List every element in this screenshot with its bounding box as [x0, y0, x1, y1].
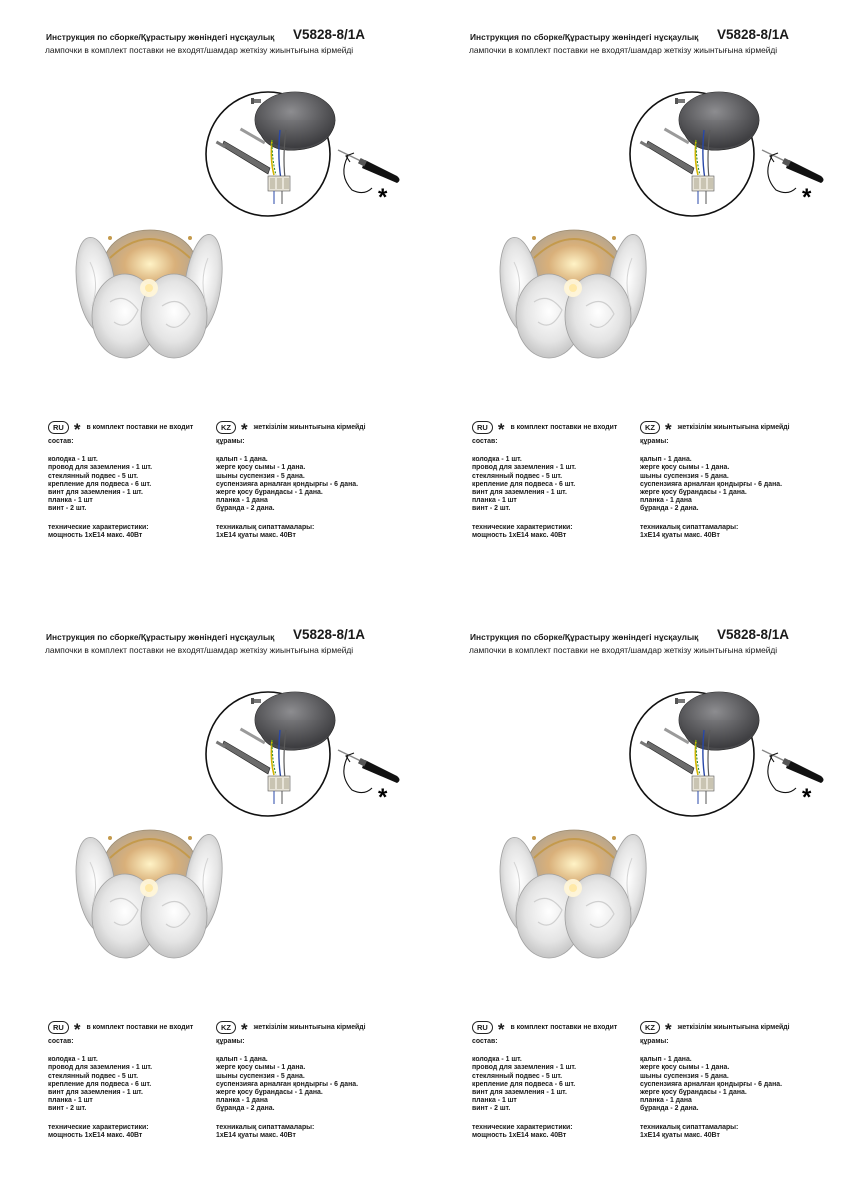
- card-subtitle: лампочки в комплект поставки не входят/шамдар жеткізу жиынтығына кірмейді: [45, 645, 354, 655]
- kz-specs-title: техникалық сипаттамалары:: [640, 523, 739, 531]
- ru-part-item: стеклянный подвес - 5 шт.: [48, 1072, 138, 1080]
- kz-part-item: жерге қосу бұрандасы - 1 дана.: [640, 489, 747, 497]
- kz-part-item: шыны суспензия - 5 дана.: [216, 472, 305, 480]
- card-title: Инструкция по сборке/Құрастыру жөніндегі нұсқаулық: [46, 32, 275, 42]
- terminal-block: [692, 776, 714, 791]
- diagram-asterisk: *: [802, 184, 812, 211]
- ru-part-item: провод для заземления - 1 шт.: [48, 1064, 153, 1072]
- kz-asterisk: *: [241, 1020, 248, 1039]
- ru-asterisk: *: [497, 420, 505, 439]
- ru-section: [472, 1020, 642, 1140]
- assembly-diagram: [626, 680, 834, 830]
- product-code: V5828-8/1A: [293, 27, 366, 42]
- kz-composition-title: құрамы:: [216, 1038, 245, 1045]
- instruction-card: [0, 600, 424, 1200]
- diagram-asterisk: *: [378, 784, 388, 811]
- kz-part-item: бұранда - 2 дана.: [640, 1105, 699, 1113]
- ru-composition-title: состав:: [48, 438, 74, 445]
- kz-part-item: жерге қосу сымы - 1 дана.: [216, 1064, 306, 1072]
- lamp-illustration: [70, 822, 230, 960]
- ru-note: в комплект поставки не входит: [510, 423, 618, 431]
- ru-specs-title: технические характеристики:: [472, 523, 573, 531]
- diagram-asterisk: *: [802, 784, 812, 811]
- ru-asterisk: *: [73, 420, 81, 439]
- ru-specs-title: технические характеристики:: [472, 1123, 573, 1131]
- kz-part-item: жерге қосу сымы - 1 дана.: [640, 1064, 730, 1072]
- ru-asterisk: *: [73, 1020, 81, 1039]
- ru-composition-title: состав:: [48, 1038, 74, 1045]
- ru-composition-title: состав:: [472, 1038, 498, 1045]
- ru-badge: RU: [48, 421, 69, 434]
- kz-part-item: жерге қосу сымы - 1 дана.: [216, 464, 306, 472]
- kz-parts-list: [640, 456, 840, 513]
- kz-part-item: суспензияға арналған қондырғы - 6 дана.: [216, 1080, 358, 1088]
- ru-part-item: винт для заземления - 1 шт.: [472, 489, 567, 497]
- diagram-asterisk: *: [378, 184, 388, 211]
- screwdriver-icon: [338, 750, 400, 783]
- kz-section: [216, 420, 416, 540]
- terminal-block: [692, 176, 714, 191]
- ru-badge: RU: [48, 1021, 69, 1034]
- ru-part-item: крепление для подвеса - 6 шт.: [472, 480, 576, 488]
- kz-part-item: жерге қосу бұрандасы - 1 дана.: [216, 1089, 323, 1097]
- ru-part-item: винт - 2 шт.: [472, 505, 511, 513]
- ru-part-item: колодка - 1 шт.: [472, 1056, 522, 1064]
- ru-specs: мощность 1хЕ14 макс. 40Вт: [472, 531, 567, 539]
- ru-specs-title: технические характеристики:: [48, 1123, 149, 1131]
- kz-part-item: бұранда - 2 дана.: [640, 505, 699, 513]
- ru-parts-list: [48, 456, 218, 513]
- instruction-card: [424, 0, 848, 600]
- ru-composition-title: состав:: [472, 438, 498, 445]
- ru-part-item: планка - 1 шт: [48, 497, 93, 505]
- ru-parts-list: [472, 1056, 642, 1113]
- kz-part-item: жерге қосу бұрандасы - 1 дана.: [640, 1089, 747, 1097]
- kz-part-item: планка - 1 дана: [640, 1097, 692, 1105]
- ru-part-item: планка - 1 шт: [48, 1097, 93, 1105]
- ru-section: [48, 420, 218, 540]
- ru-part-item: колодка - 1 шт.: [472, 456, 522, 464]
- kz-asterisk: *: [665, 1020, 672, 1039]
- ru-badge: RU: [472, 1021, 493, 1034]
- kz-part-item: суспензияға арналған қондырғы - 6 дана.: [640, 1080, 782, 1088]
- instruction-card: [424, 600, 848, 1200]
- kz-specs: 1хЕ14 қуаты макс. 40Вт: [640, 531, 720, 539]
- kz-specs-title: техникалық сипаттамалары:: [216, 1123, 315, 1131]
- ru-specs: мощность 1хЕ14 макс. 40Вт: [472, 1131, 567, 1139]
- card-subtitle: лампочки в комплект поставки не входят/шамдар жеткізу жиынтығына кірмейді: [45, 45, 354, 55]
- ru-part-item: винт - 2 шт.: [472, 1105, 511, 1113]
- kz-composition-title: құрамы:: [640, 438, 669, 445]
- ru-part-item: колодка - 1 шт.: [48, 1056, 98, 1064]
- kz-parts-list: [216, 456, 416, 513]
- ru-part-item: крепление для подвеса - 6 шт.: [48, 1080, 152, 1088]
- kz-parts-list: [216, 1056, 416, 1113]
- ru-part-item: крепление для подвеса - 6 шт.: [472, 1080, 576, 1088]
- kz-note: жеткізілім жиынтығына кірмейді: [677, 423, 790, 431]
- card-title: Инструкция по сборке/Құрастыру жөніндегі нұсқаулық: [46, 632, 275, 642]
- kz-part-item: суспензияға арналған қондырғы - 6 дана.: [216, 480, 358, 488]
- kz-part-item: шыны суспензия - 5 дана.: [640, 472, 729, 480]
- ru-part-item: провод для заземления - 1 шт.: [472, 1064, 577, 1072]
- ru-section: [48, 1020, 218, 1140]
- kz-part-item: қалып - 1 дана.: [216, 456, 268, 464]
- kz-badge: KZ: [640, 1021, 660, 1034]
- ru-part-item: винт для заземления - 1 шт.: [48, 1089, 143, 1097]
- lamp-illustration: [70, 222, 230, 360]
- kz-section: [640, 420, 840, 540]
- kz-part-item: планка - 1 дана: [640, 497, 692, 505]
- kz-specs: 1хЕ14 қуаты макс. 40Вт: [216, 531, 296, 539]
- kz-asterisk: *: [241, 420, 248, 439]
- kz-note: жеткізілім жиынтығына кірмейді: [253, 423, 366, 431]
- ru-part-item: планка - 1 шт: [472, 1097, 517, 1105]
- kz-specs: 1хЕ14 қуаты макс. 40Вт: [640, 1131, 720, 1139]
- ru-part-item: винт для заземления - 1 шт.: [472, 1089, 567, 1097]
- kz-part-item: жерге қосу сымы - 1 дана.: [640, 464, 730, 472]
- ru-part-item: планка - 1 шт: [472, 497, 517, 505]
- kz-section: [640, 1020, 840, 1140]
- kz-part-item: бұранда - 2 дана.: [216, 1105, 275, 1113]
- screwdriver-icon: [338, 150, 400, 183]
- card-subtitle: лампочки в комплект поставки не входят/шамдар жеткізу жиынтығына кірмейді: [469, 45, 778, 55]
- kz-part-item: планка - 1 дана: [216, 1097, 268, 1105]
- ru-part-item: стеклянный подвес - 5 шт.: [472, 1072, 562, 1080]
- kz-composition-title: құрамы:: [216, 438, 245, 445]
- ru-asterisk: *: [497, 1020, 505, 1039]
- kz-part-item: қалып - 1 дана.: [216, 1056, 268, 1064]
- kz-part-item: жерге қосу бұрандасы - 1 дана.: [216, 489, 323, 497]
- kz-section: [216, 1020, 416, 1140]
- kz-part-item: қалып - 1 дана.: [640, 456, 692, 464]
- ru-part-item: стеклянный подвес - 5 шт.: [48, 472, 138, 480]
- assembly-diagram: [202, 680, 410, 830]
- kz-specs: 1хЕ14 қуаты макс. 40Вт: [216, 1131, 296, 1139]
- kz-specs-title: техникалық сипаттамалары:: [216, 523, 315, 531]
- ru-part-item: винт для заземления - 1 шт.: [48, 489, 143, 497]
- kz-badge: KZ: [216, 1021, 236, 1034]
- terminal-block: [268, 776, 290, 791]
- kz-part-item: шыны суспензия - 5 дана.: [640, 1072, 729, 1080]
- screwdriver-icon: [762, 150, 824, 183]
- kz-badge: KZ: [640, 421, 660, 434]
- kz-part-item: бұранда - 2 дана.: [216, 505, 275, 513]
- ru-part-item: провод для заземления - 1 шт.: [48, 464, 153, 472]
- screwdriver-icon: [762, 750, 824, 783]
- assembly-diagram: [626, 80, 834, 230]
- terminal-block: [268, 176, 290, 191]
- ru-note: в комплект поставки не входит: [510, 1023, 618, 1031]
- kz-part-item: суспензияға арналған қондырғы - 6 дана.: [640, 480, 782, 488]
- kz-note: жеткізілім жиынтығына кірмейді: [677, 1023, 790, 1031]
- ru-note: в комплект поставки не входит: [86, 1023, 194, 1031]
- ru-parts-list: [472, 456, 642, 513]
- ru-part-item: винт - 2 шт.: [48, 505, 87, 513]
- kz-part-item: қалып - 1 дана.: [640, 1056, 692, 1064]
- kz-note: жеткізілім жиынтығына кірмейді: [253, 1023, 366, 1031]
- kz-asterisk: *: [665, 420, 672, 439]
- assembly-diagram: [202, 80, 410, 230]
- ru-section: [472, 420, 642, 540]
- ru-part-item: колодка - 1 шт.: [48, 456, 98, 464]
- ru-specs-title: технические характеристики:: [48, 523, 149, 531]
- kz-badge: KZ: [216, 421, 236, 434]
- instruction-card: [0, 0, 424, 600]
- product-code: V5828-8/1A: [717, 627, 790, 642]
- kz-parts-list: [640, 1056, 840, 1113]
- lamp-illustration: [494, 822, 654, 960]
- ru-specs: мощность 1хЕ14 макс. 40Вт: [48, 1131, 143, 1139]
- ru-parts-list: [48, 1056, 218, 1113]
- card-title: Инструкция по сборке/Құрастыру жөніндегі нұсқаулық: [470, 32, 699, 42]
- ru-part-item: провод для заземления - 1 шт.: [472, 464, 577, 472]
- ru-part-item: крепление для подвеса - 6 шт.: [48, 480, 152, 488]
- kz-part-item: планка - 1 дана: [216, 497, 268, 505]
- ru-part-item: стеклянный подвес - 5 шт.: [472, 472, 562, 480]
- product-code: V5828-8/1A: [293, 627, 366, 642]
- card-subtitle: лампочки в комплект поставки не входят/шамдар жеткізу жиынтығына кірмейді: [469, 645, 778, 655]
- ru-note: в комплект поставки не входит: [86, 423, 194, 431]
- ru-badge: RU: [472, 421, 493, 434]
- kz-specs-title: техникалық сипаттамалары:: [640, 1123, 739, 1131]
- kz-composition-title: құрамы:: [640, 1038, 669, 1045]
- kz-part-item: шыны суспензия - 5 дана.: [216, 1072, 305, 1080]
- ru-part-item: винт - 2 шт.: [48, 1105, 87, 1113]
- ru-specs: мощность 1хЕ14 макс. 40Вт: [48, 531, 143, 539]
- lamp-illustration: [494, 222, 654, 360]
- product-code: V5828-8/1A: [717, 27, 790, 42]
- card-title: Инструкция по сборке/Құрастыру жөніндегі нұсқаулық: [470, 632, 699, 642]
